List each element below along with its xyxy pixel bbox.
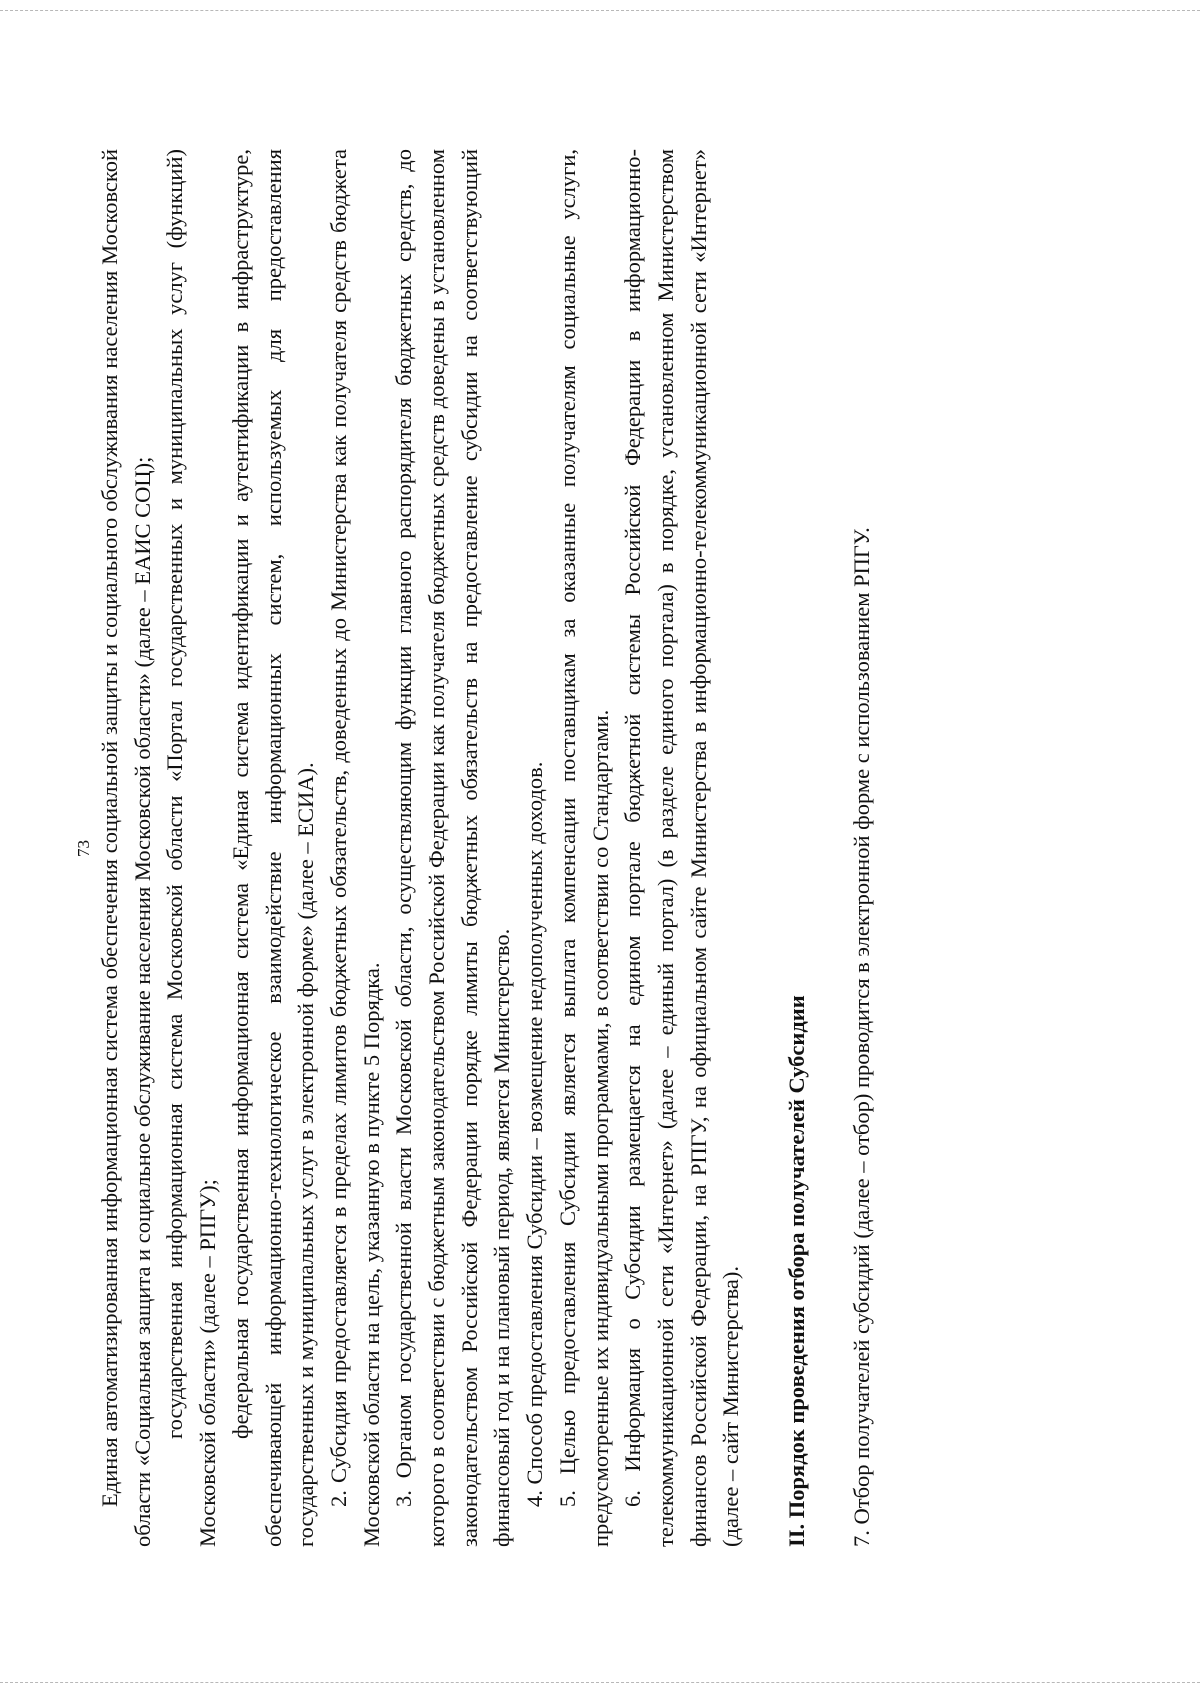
paragraph-3: 3. Органом государственной власти Московской области, осуществляющим функции главного распорядителя бюджетных средств, до которого в соответствии с бюджетным законодательством Российской Федерации как получателя бюджетных средств доведены в установленном законодательством Российской Федерации порядке лимиты бюджетных обязательств на предоставление субсидии на соответствующий финансовый год и на плановый период, является Министерство. [391, 149, 515, 1547]
section-heading: II. Порядок проведения отбора получателей Субсидии [783, 995, 809, 1547]
page-number: 73 [74, 840, 93, 857]
paragraph-esia: федеральная государственная информационная система «Единая система идентификации и аутентификации в инфраструктуре, обеспечивающей информационно-технологическое взаимодействие информационных систем, используемых для предоставления государственных и муниципальных услуг в электронной форме» (далее – ЕСИА). [227, 149, 319, 1547]
paragraph-2: 2. Субсидия предоставляется в пределах лимитов бюджетных обязательств, доведенных до Министерства как получателя средств бюджета Московской области на цель, указанную в пункте 5 Порядка. [325, 149, 384, 1547]
paragraph-rpgu: государственная информационная система Московской области «Портал государственных и муниципальных услуг (функций) Московской области» (далее – РПГУ); [162, 149, 221, 1547]
paragraph-eais-soc: Единая автоматизированная информационная система обеспечения социальной защиты и социального обслуживания населения Московской области «Социальная защита и социальное обслуживание населения Московской области» (далее – ЕАИС СОЦ); [97, 149, 155, 1547]
paragraph-7: 7. Отбор получателей субсидий (далее – отбор) проводится в электронной форме с использованием РПГУ. [849, 527, 875, 1547]
paragraph-4: 4. Способ предоставления Субсидии – возмещение недополученных доходов. [522, 761, 548, 1507]
document-body [94, 149, 879, 1547]
paragraph-6: 6. Информация о Субсидии размещается на едином портале бюджетной системы Российской Федерации в информационно-телекоммуникационной сети «Интернет» (далее – единый портал) (в разделе единого портала) в порядке, установленном Министерством финансов Российской Федерации, на РПГУ, на официальном сайте Министерства в информационно-телекоммуникационной сети «Интернет» (далее – сайт Министерства). [620, 149, 744, 1547]
paragraph-5: 5. Целью предоставления Субсидии является выплата компенсации поставщикам за оказанные получателям социальные услуги, предусмотренные их индивидуальными программами, в соответствии со Стандартами. [554, 149, 613, 1547]
